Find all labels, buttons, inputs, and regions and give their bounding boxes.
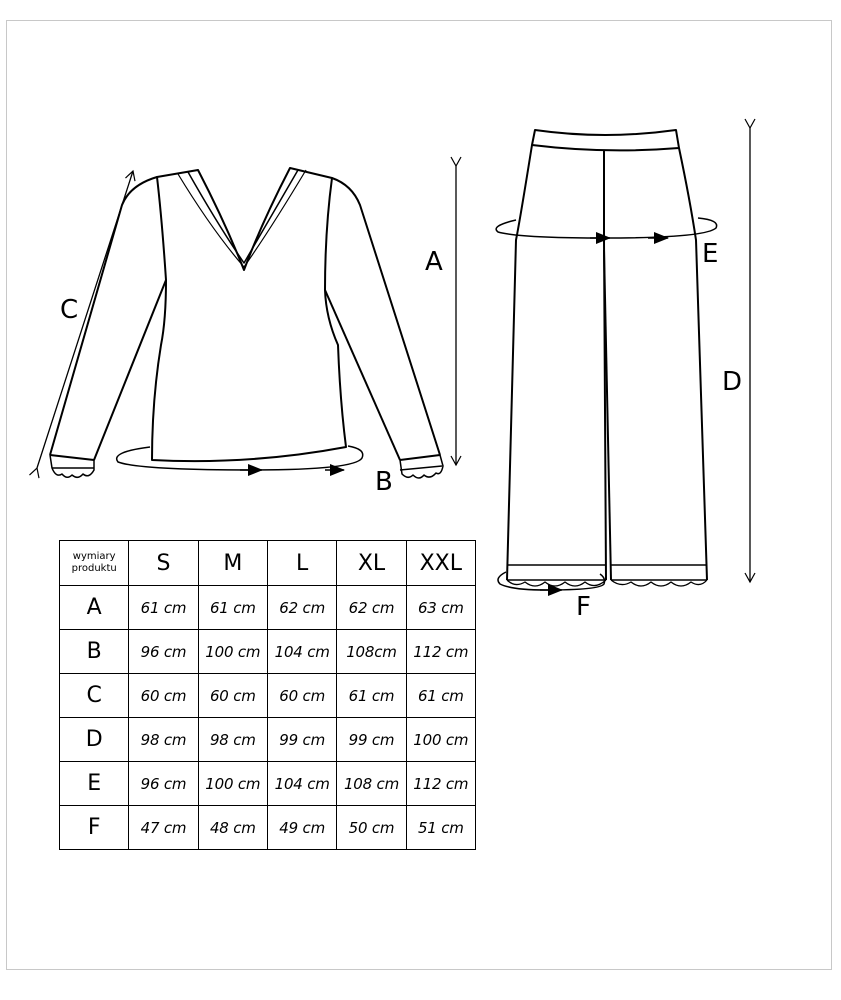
- measure-c-arrow: [37, 171, 133, 468]
- measurement-value: 96 cm: [129, 762, 198, 806]
- measurement-value: 61 cm: [406, 674, 475, 718]
- label-b: B: [375, 467, 393, 497]
- measurement-value: 62 cm: [267, 586, 336, 630]
- top-garment: [50, 168, 443, 478]
- measurement-value: 96 cm: [129, 630, 198, 674]
- measurement-value: 61 cm: [198, 586, 267, 630]
- table-row: [60, 586, 476, 630]
- measurement-value: 104 cm: [267, 762, 336, 806]
- measurement-label: B: [60, 630, 129, 674]
- measurement-value: 104 cm: [267, 630, 336, 674]
- table-corner-label: [60, 541, 129, 586]
- table-row: [60, 630, 476, 674]
- measurement-value: 61 cm: [337, 674, 406, 718]
- measure-f-arrow: [498, 572, 605, 590]
- measurement-value: 98 cm: [129, 718, 198, 762]
- table-row: [60, 806, 476, 850]
- measurement-value: 47 cm: [129, 806, 198, 850]
- size-header: S: [129, 541, 198, 586]
- measurement-value: 60 cm: [267, 674, 336, 718]
- measurement-value: 48 cm: [198, 806, 267, 850]
- size-header: L: [267, 541, 336, 586]
- label-c: C: [60, 295, 79, 325]
- measurement-label: C: [60, 674, 129, 718]
- measurement-value: 98 cm: [198, 718, 267, 762]
- size-header: M: [198, 541, 267, 586]
- label-a: A: [425, 247, 443, 277]
- table-row: [60, 718, 476, 762]
- size-table: [59, 540, 476, 850]
- measurement-value: 63 cm: [406, 586, 475, 630]
- measurement-value: 108cm: [337, 630, 406, 674]
- measurement-label: D: [60, 718, 129, 762]
- table-row: [60, 674, 476, 718]
- measurement-value: 112 cm: [406, 762, 475, 806]
- measurement-value: 100 cm: [198, 630, 267, 674]
- pants-garment: [507, 130, 707, 586]
- measurement-value: 99 cm: [267, 718, 336, 762]
- size-header: XL: [337, 541, 406, 586]
- measurement-value: 99 cm: [337, 718, 406, 762]
- measurement-label: F: [60, 806, 129, 850]
- measurement-value: 62 cm: [337, 586, 406, 630]
- measurement-value: 60 cm: [129, 674, 198, 718]
- size-header-row: [60, 541, 476, 586]
- measurement-value: 100 cm: [198, 762, 267, 806]
- measurement-value: 108 cm: [337, 762, 406, 806]
- measurement-value: 112 cm: [406, 630, 475, 674]
- size-header: XXL: [406, 541, 475, 586]
- corner-line-1: wymiary: [72, 551, 116, 562]
- measurement-value: 60 cm: [198, 674, 267, 718]
- measurement-value: 51 cm: [406, 806, 475, 850]
- measurement-label: A: [60, 586, 129, 630]
- table-row: [60, 762, 476, 806]
- measurement-value: 49 cm: [267, 806, 336, 850]
- measurement-label: E: [60, 762, 129, 806]
- measurement-value: 50 cm: [337, 806, 406, 850]
- label-d: D: [722, 367, 743, 397]
- label-e: E: [702, 239, 719, 269]
- measurement-value: 100 cm: [406, 718, 475, 762]
- measurement-value: 61 cm: [129, 586, 198, 630]
- corner-line-2: produktu: [71, 563, 117, 574]
- measure-e-arrow: [496, 218, 716, 238]
- label-f: F: [576, 592, 591, 622]
